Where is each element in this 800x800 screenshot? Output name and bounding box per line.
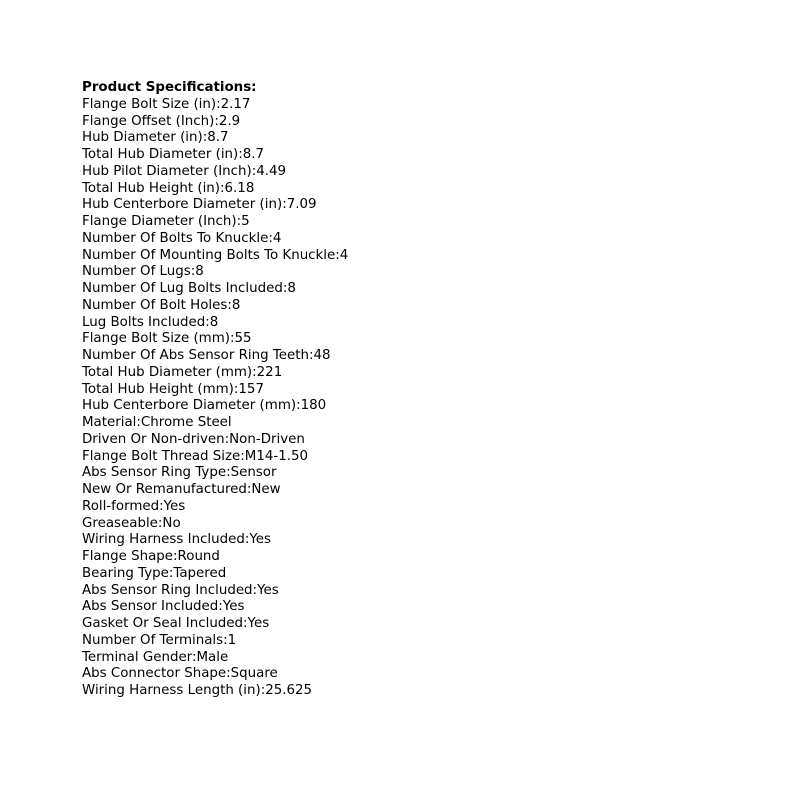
spec-line: Abs Sensor Included:Yes xyxy=(82,599,245,615)
spec-line: Bearing Type:Tapered xyxy=(82,565,227,581)
spec-line: Terminal Gender:Male xyxy=(82,649,229,665)
spec-line: Hub Centerbore Diameter (in):7.09 xyxy=(82,197,317,213)
spec-line: Roll-formed:Yes xyxy=(82,498,186,514)
spec-line: Number Of Abs Sensor Ring Teeth:48 xyxy=(82,348,331,363)
spec-line: Total Hub Height (mm):157 xyxy=(82,381,264,397)
spec-line: Abs Sensor Ring Included:Yes xyxy=(82,582,279,598)
spec-line: Flange Bolt Size (mm):55 xyxy=(82,331,252,347)
spec-line: Number Of Lugs:8 xyxy=(82,264,204,280)
spec-line: Number Of Mounting Bolts To Knuckle:4 xyxy=(82,247,349,263)
spec-line: Flange Offset (Inch):2.9 xyxy=(82,113,241,129)
spec-line: Greaseable:No xyxy=(82,515,181,531)
spec-line: Total Hub Diameter (in):8.7 xyxy=(82,147,265,162)
specifications-heading: Product Specifications: xyxy=(82,80,257,95)
spec-line: Hub Pilot Diameter (Inch):4.49 xyxy=(82,163,287,179)
spec-line: Hub Centerbore Diameter (mm):180 xyxy=(82,398,327,414)
spec-line: Hub Diameter (in):8.7 xyxy=(82,130,229,146)
spec-line: Flange Bolt Thread Size:M14-1.50 xyxy=(82,448,309,464)
spec-line: Wiring Harness Length (in):25.625 xyxy=(82,683,313,698)
spec-line: Abs Sensor Ring Type:Sensor xyxy=(82,465,277,481)
spec-line: Flange Bolt Size (in):2.17 xyxy=(82,96,251,112)
spec-line: Flange Diameter (Inch):5 xyxy=(82,214,250,229)
spec-line: Flange Shape:Round xyxy=(82,549,220,564)
spec-line: Material:Chrome Steel xyxy=(82,415,232,430)
spec-list xyxy=(82,97,348,700)
spec-line: Number Of Bolts To Knuckle:4 xyxy=(82,230,282,246)
spec-line: Wiring Harness Included:Yes xyxy=(82,532,271,548)
spec-line: Number Of Lug Bolts Included:8 xyxy=(82,281,296,296)
product-specifications xyxy=(82,80,348,700)
spec-line: New Or Remanufactured:New xyxy=(82,482,281,497)
spec-line: Total Hub Diameter (mm):221 xyxy=(82,364,283,380)
spec-line: Lug Bolts Included:8 xyxy=(82,314,219,330)
spec-line: Number Of Terminals:1 xyxy=(82,632,237,648)
spec-line: Driven Or Non-driven:Non-Driven xyxy=(82,431,305,447)
spec-line: Gasket Or Seal Included:Yes xyxy=(82,616,270,631)
spec-line: Abs Connector Shape:Square xyxy=(82,666,278,682)
spec-line: Total Hub Height (in):6.18 xyxy=(82,180,255,196)
spec-line: Number Of Bolt Holes:8 xyxy=(82,297,241,313)
